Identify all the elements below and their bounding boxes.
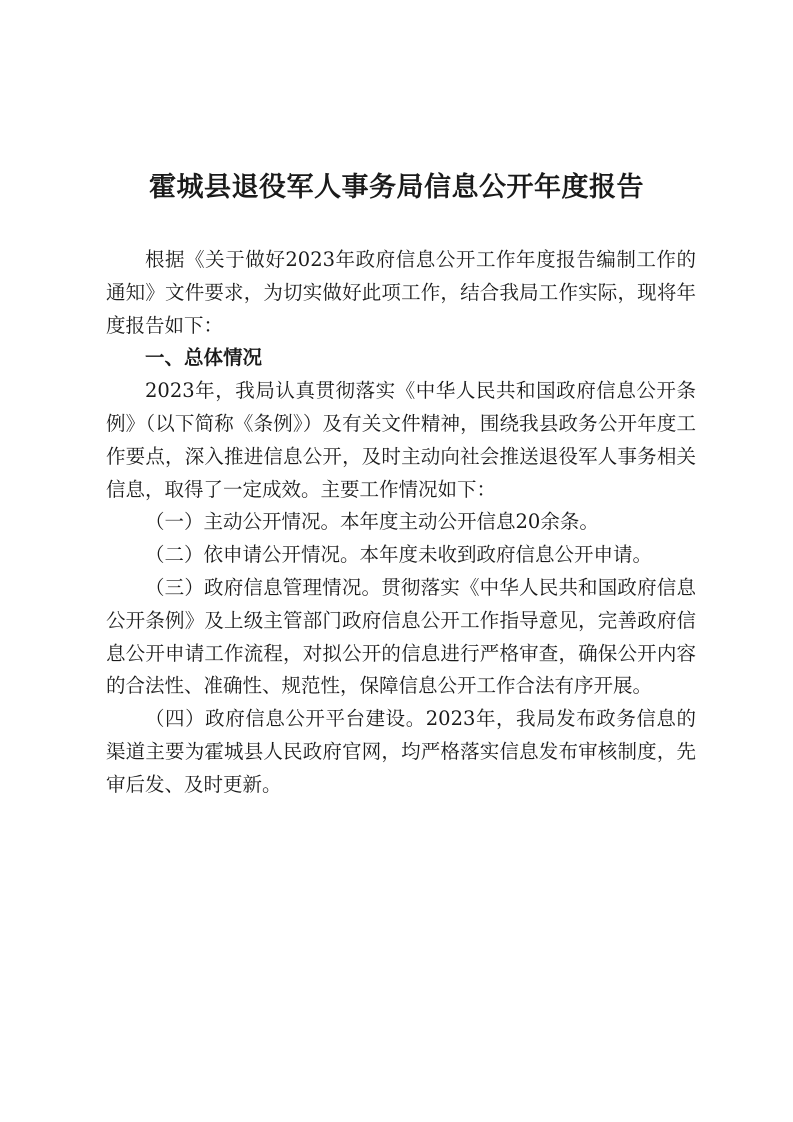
item-active-disclosure: （一）主动公开情况。本年度主动公开信息20余条。 [145, 510, 599, 534]
document-body [106, 244, 696, 802]
item-platform-construction: （四）政府信息公开平台建设。2023年，我局发布政务信息的渠道主要为霍城县人民政府官网，均严格落实信息发布审核制度，先审后发、及时更新。 [106, 707, 696, 796]
item-information-management: （三）政府信息管理情况。贯彻落实《中华人民共和国政府信息公开条例》及上级主管部门政府信息公开工作指导意见，完善政府信息公开申请工作流程，对拟公开的信息进行严格审查，确保公开内容的合法性、准确性、规范性，保障信息公开工作合法有序开展。 [106, 575, 696, 698]
section-heading: 一、总体情况 [145, 346, 263, 370]
item-request-disclosure: （二）依申请公开情况。本年度未收到政府信息公开申请。 [145, 543, 653, 567]
page-title: 霍城县退役军人事务局信息公开年度报告 [149, 172, 644, 204]
intro-paragraph: 根据《关于做好2023年政府信息公开工作年度报告编制工作的通知》文件要求，为切实做好此项工作，结合我局工作实际，现将年度报告如下： [106, 248, 696, 337]
overview-paragraph: 2023年，我局认真贯彻落实《中华人民共和国政府信息公开条例》（以下简称《条例》）及有关文件精神，围绕我县政务公开年度工作要点，深入推进信息公开，及时主动向社会推送退役军人事务相关信息，取得了一定成效。主要工作情况如下： [106, 379, 696, 501]
